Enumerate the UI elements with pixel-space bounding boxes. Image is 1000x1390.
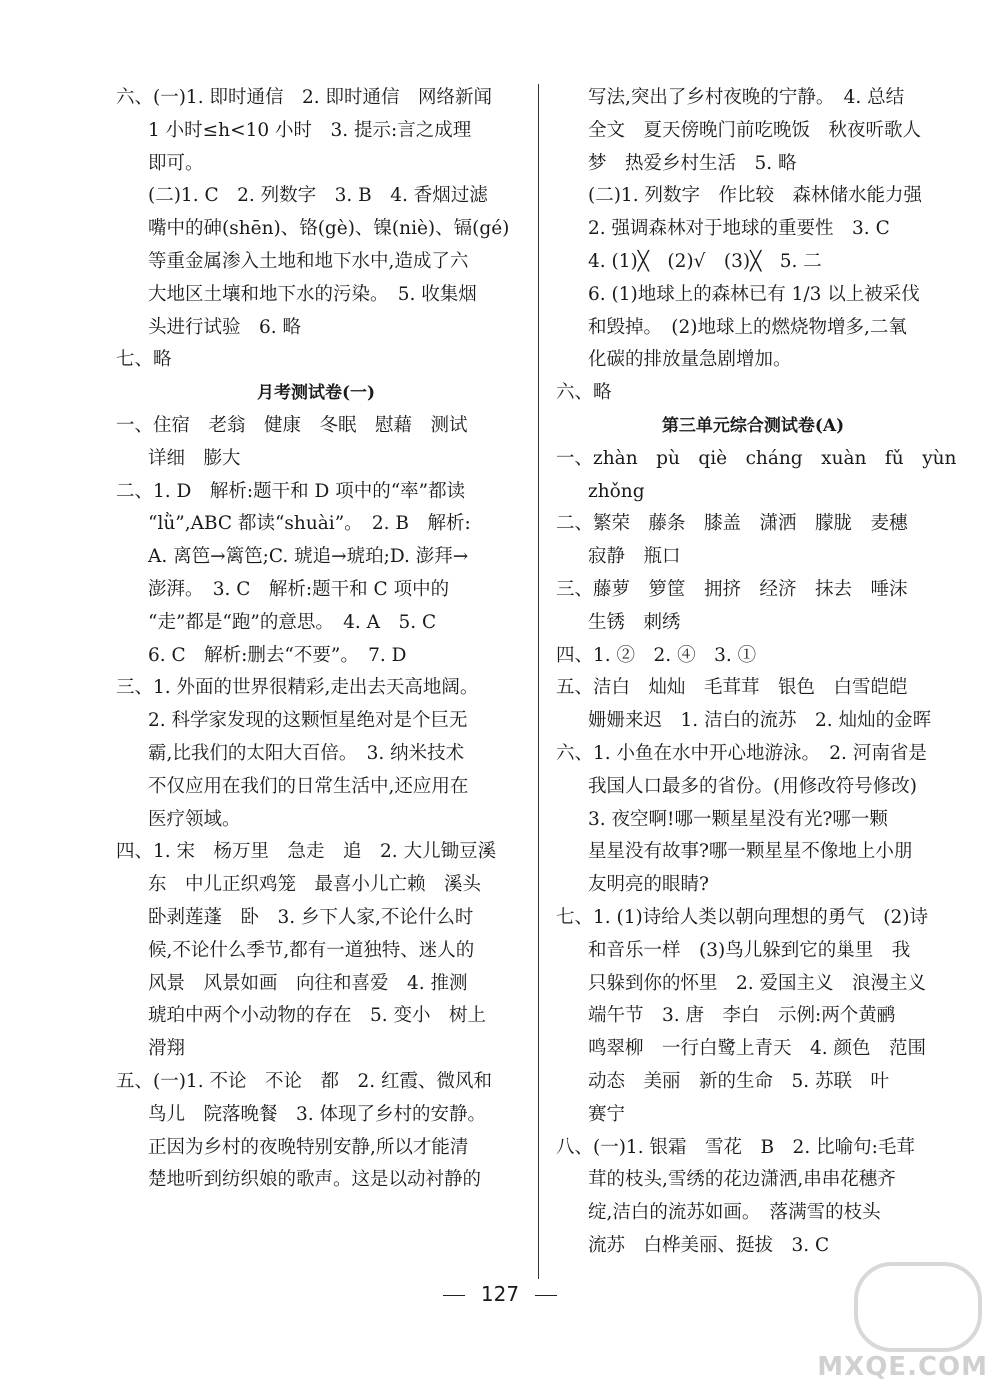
text-line: 只躲到你的怀里 2. 爱国主义 浪漫主义 bbox=[588, 972, 927, 994]
text-line: 姗姗来迟 1. 洁白的流苏 2. 灿灿的金晖 bbox=[588, 710, 932, 732]
watermark-text: MXQE.COM bbox=[817, 1352, 988, 1382]
text-line: 写法,突出了乡村夜晚的宁静。 4. 总结 bbox=[588, 87, 905, 108]
text-line: 七、1. (1)诗给人类以朝向理想的勇气 (2)诗 bbox=[556, 906, 928, 928]
text-line: 2. 科学家发现的这颗恒星绝对是个巨无 bbox=[148, 710, 468, 732]
text-line: 楚地听到纺织娘的歌声。这是以动衬静的 bbox=[148, 1169, 482, 1191]
text-line: 八、(一)1. 银霜 雪花 B 2. 比喻句:毛茸 bbox=[556, 1136, 915, 1158]
text-line: 寂静 瓶口 bbox=[588, 546, 681, 568]
text-line: 六、1. 小鱼在水中开心地游泳。 2. 河南省是 bbox=[556, 742, 927, 764]
text-line: 我国人口最多的省份。(用修改符号修改) bbox=[588, 775, 917, 797]
text-line: 澎湃。 3. C 解析:题干和 C 项中的 bbox=[148, 578, 450, 600]
text-line: 五、洁白 灿灿 毛茸茸 银色 白雪皑皑 bbox=[556, 677, 908, 699]
text-line: 化碳的排放量急剧增加。 bbox=[588, 349, 792, 371]
section-title: 第三单元综合测试卷(A) bbox=[661, 415, 845, 436]
text-line: 4. (1)╳ (2)√ (3)╳ 5. 二 bbox=[588, 250, 822, 272]
text-line: 琥珀中两个小动物的存在 5. 变小 树上 bbox=[148, 1005, 487, 1027]
text-line: A. 离笆→篱笆;C. 琥追→琥珀;D. 澎拜→ bbox=[148, 546, 469, 568]
text-line: 1 小时≤h<10 小时 3. 提示:言之成理 bbox=[148, 119, 472, 141]
text-line: 六、(一)1. 即时通信 2. 即时通信 网络新闻 bbox=[116, 87, 492, 108]
section-title: 月考测试卷(一) bbox=[256, 383, 376, 404]
text-line: 四、1. 宋 杨万里 急走 追 2. 大儿锄豆溪 bbox=[116, 841, 497, 863]
text-line: 六、略 bbox=[556, 382, 612, 404]
text-line: 二、1. D 解析:题干和 D 项中的“率”都读 bbox=[116, 480, 466, 502]
text-line: 等重金属渗入土地和地下水中,造成了六 bbox=[148, 250, 469, 272]
text-line: 二、繁荣 藤条 膝盖 潇洒 朦胧 麦穗 bbox=[556, 513, 908, 535]
text-line: 大地区土壤和地下水的污染。 5. 收集烟 bbox=[148, 283, 477, 305]
text-line: (二)1. 列数字 作比较 森林储水能力强 bbox=[588, 185, 922, 207]
text-line: 即可。 bbox=[148, 152, 204, 174]
text-line: 候,不论什么季节,都有一道独特、迷人的 bbox=[148, 939, 475, 961]
text-line: 流苏 白桦美丽、挺拔 3. C bbox=[588, 1234, 830, 1256]
text-line: 茸的枝头,雪绣的花边潇洒,串串花穗齐 bbox=[588, 1169, 896, 1191]
text-line: 滑翔 bbox=[148, 1038, 186, 1060]
text-line: 嘴中的砷(shēn)、铬(gè)、镍(niè)、镉(gé) bbox=[148, 218, 510, 240]
text-line: 东 中儿正织鸡笼 最喜小儿亡赖 溪头 bbox=[148, 874, 482, 896]
text-line: “lǜ”,ABC 都读“shuài”。 2. B 解析: bbox=[148, 513, 471, 535]
text-line: 6. C 解析:删去“不要”。 7. D bbox=[148, 644, 407, 666]
text-line: 四、1. ② 2. ④ 3. ① bbox=[556, 644, 757, 666]
text-line: 赛宁 bbox=[588, 1103, 626, 1125]
text-line: 七、略 bbox=[116, 349, 172, 371]
text-line: 三、藤萝 箩筐 拥挤 经济 抹去 唾沫 bbox=[556, 578, 908, 600]
text-line: zhǒng bbox=[588, 480, 645, 502]
text-line: 一、住宿 老翁 健康 冬眠 慰藉 测试 bbox=[116, 414, 468, 436]
left-column bbox=[116, 82, 516, 1197]
text-line: 端午节 3. 唐 李白 示例:两个黄鹂 bbox=[588, 1005, 896, 1027]
text-line: 不仅应用在我们的日常生活中,还应用在 bbox=[148, 775, 469, 797]
dash-right bbox=[535, 1295, 557, 1296]
text-line: 梦 热爱乡村生活 5. 略 bbox=[588, 152, 797, 174]
text-line: 和毁掉。 (2)地球上的燃烧物增多,二氧 bbox=[588, 316, 907, 338]
text-line: 一、zhàn pù qiè cháng xuàn fǔ yùn bbox=[556, 447, 957, 469]
watermark-stamp-icon bbox=[854, 1262, 982, 1352]
text-line: 三、1. 外面的世界很精彩,走出去天高地阔。 bbox=[116, 677, 479, 699]
text-line: 6. (1)地球上的森林已有 1/3 以上被采伐 bbox=[588, 283, 920, 305]
text-line: 风景 风景如画 向往和喜爱 4. 推测 bbox=[148, 972, 468, 994]
text-line: 生锈 刺绣 bbox=[588, 611, 681, 633]
dash-left bbox=[443, 1295, 465, 1296]
text-line: 鸣翠柳 一行白鹭上青天 4. 颜色 范围 bbox=[588, 1038, 927, 1060]
text-line: 3. 夜空啊!哪一颗星星没有光?哪一颗 bbox=[588, 808, 888, 830]
text-line: “走”都是“跑”的意思。 4. A 5. C bbox=[148, 611, 437, 633]
text-line: 医疗领域。 bbox=[148, 808, 241, 830]
text-line: 友明亮的眼睛? bbox=[588, 874, 709, 896]
text-line: 绽,洁白的流苏如画。 落满雪的枝头 bbox=[588, 1202, 881, 1224]
watermark bbox=[817, 1262, 988, 1382]
text-line: 和音乐一样 (3)鸟儿躲到它的巢里 我 bbox=[588, 939, 911, 961]
page-number-text: 127 bbox=[480, 1282, 520, 1306]
text-line: 正因为乡村的夜晚特别安静,所以才能清 bbox=[148, 1136, 469, 1158]
text-line: 霸,比我们的太阳大百倍。 3. 纳米技术 bbox=[148, 742, 465, 764]
text-line: 卧剥莲蓬 卧 3. 乡下人家,不论什么时 bbox=[148, 906, 474, 928]
column-divider bbox=[538, 84, 539, 1279]
text-line: 头进行试验 6. 略 bbox=[148, 316, 302, 338]
text-line: 2. 强调森林对于地球的重要性 3. C bbox=[588, 218, 890, 240]
text-line: 五、(一)1. 不论 不论 都 2. 红霞、微风和 bbox=[116, 1070, 492, 1092]
text-line: (二)1. C 2. 列数字 3. B 4. 香烟过滤 bbox=[148, 185, 488, 207]
right-column bbox=[556, 82, 957, 1263]
text-line: 鸟儿 院落晚餐 3. 体现了乡村的安静。 bbox=[148, 1103, 487, 1125]
text-line: 动态 美丽 新的生命 5. 苏联 叶 bbox=[588, 1070, 890, 1092]
text-line: 全文 夏天傍晚门前吃晚饭 秋夜听歌人 bbox=[588, 119, 922, 141]
text-line: 星星没有故事?哪一颗星星不像地上小朋 bbox=[588, 841, 913, 863]
text-line: 详细 膨大 bbox=[148, 447, 241, 469]
